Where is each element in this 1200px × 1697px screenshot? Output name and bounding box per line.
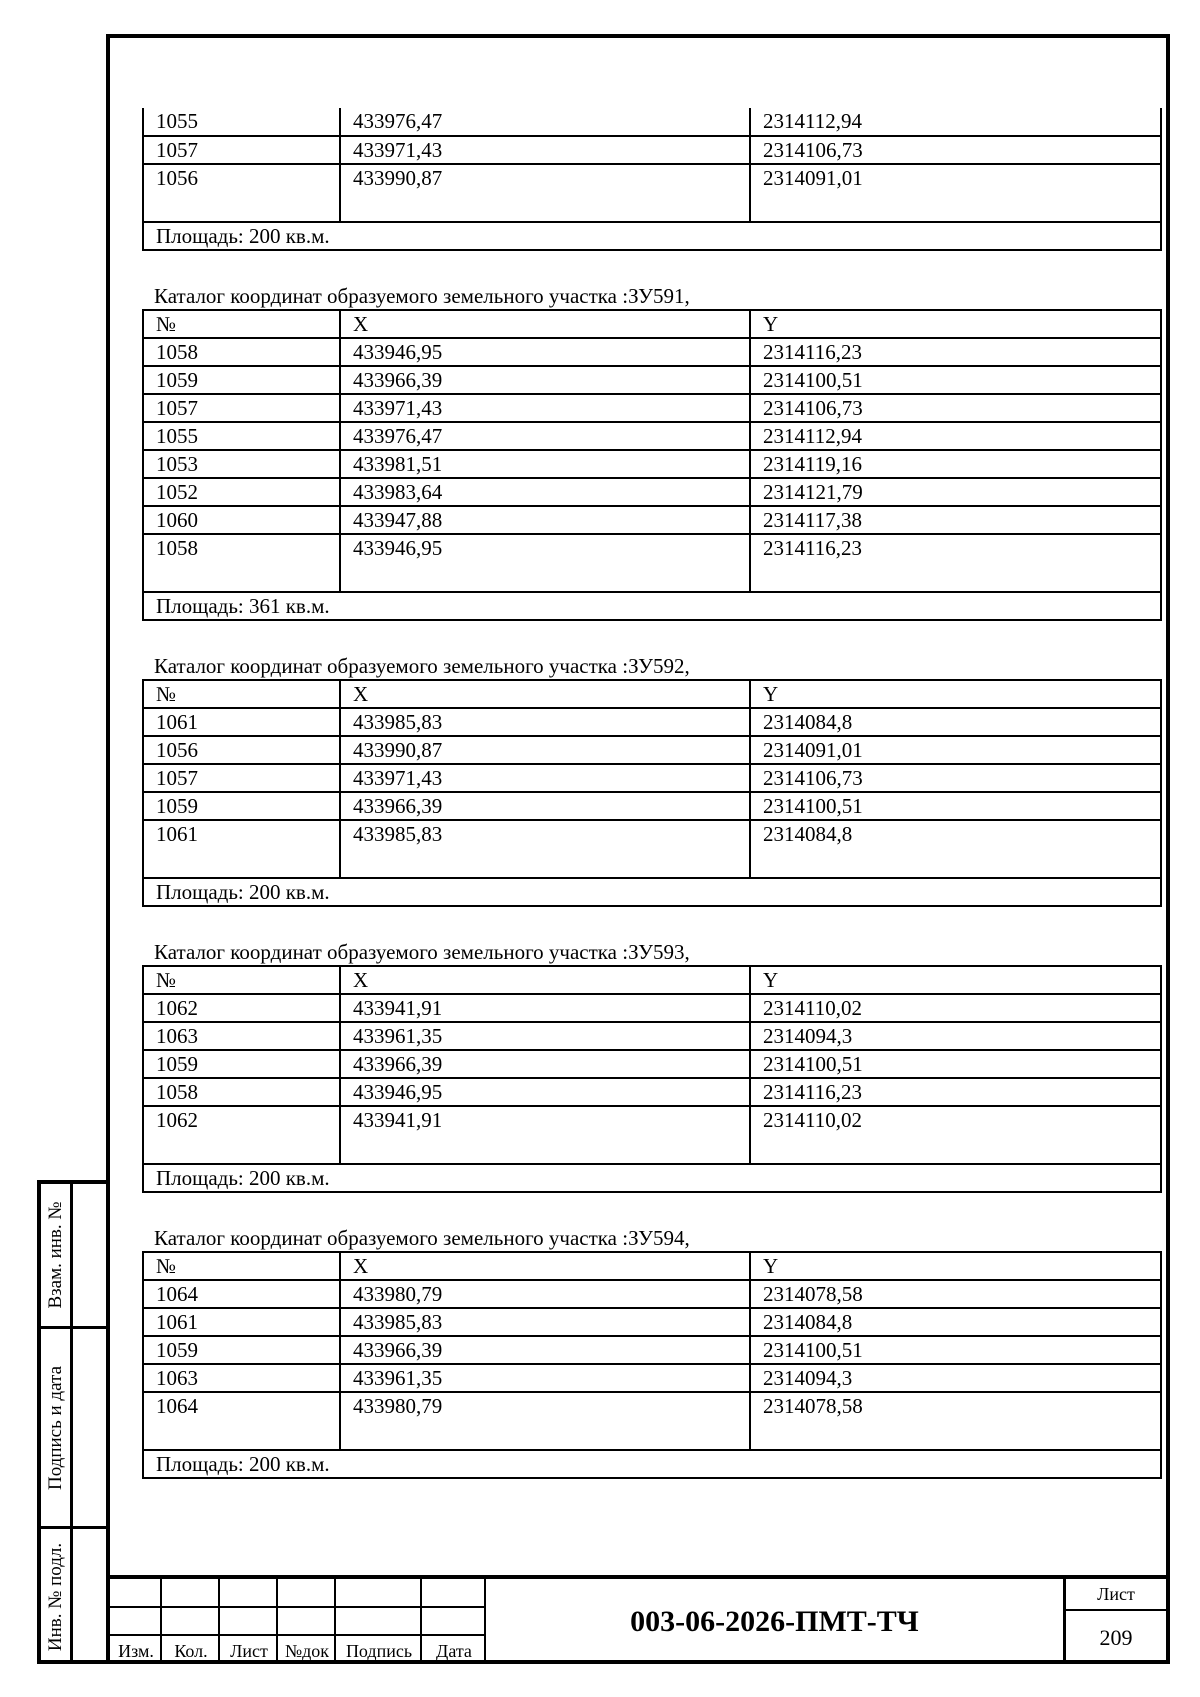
cell-num: 1057 — [143, 764, 340, 792]
page-content — [142, 108, 1162, 1479]
cell-x: 433971,43 — [340, 136, 750, 164]
cell-x: 433946,95 — [340, 1078, 750, 1106]
cell-x: 433985,83 — [340, 1308, 750, 1336]
area-row — [143, 1450, 1161, 1478]
cell-num: 1059 — [143, 366, 340, 394]
cell-y: 2314110,02 — [750, 994, 1161, 1022]
table-row — [143, 1280, 1161, 1308]
cell-y: 2314106,73 — [750, 764, 1161, 792]
cell-num: 1060 — [143, 506, 340, 534]
table-row — [143, 338, 1161, 366]
sheet-label: Лист — [1066, 1579, 1166, 1611]
cell-x: 433961,35 — [340, 1364, 750, 1392]
cell-num: 1058 — [143, 534, 340, 592]
side-cell-blank — [73, 1329, 109, 1529]
cell-y: 2314100,51 — [750, 366, 1161, 394]
cell-x: 433985,83 — [340, 820, 750, 878]
catalog-list — [142, 283, 1162, 1479]
table-row — [143, 534, 1161, 592]
cell-x: 433971,43 — [340, 764, 750, 792]
table-row — [143, 478, 1161, 506]
table-row — [143, 764, 1161, 792]
table-header-row — [143, 966, 1161, 994]
cell-num: 1055 — [143, 108, 340, 136]
header-y: Y — [750, 310, 1161, 338]
table-row — [143, 136, 1161, 164]
header-y: Y — [750, 680, 1161, 708]
cell-y: 2314078,58 — [750, 1280, 1161, 1308]
table-row — [143, 994, 1161, 1022]
cell-x: 433971,43 — [340, 394, 750, 422]
side-cell-inv — [41, 1529, 73, 1664]
coordinates-table — [142, 309, 1162, 621]
cell-num: 1055 — [143, 422, 340, 450]
table-row — [143, 366, 1161, 394]
side-cell-blank — [73, 1184, 109, 1329]
cell-num: 1059 — [143, 1336, 340, 1364]
stamp-header-data: Дата — [436, 1641, 472, 1661]
cell-y: 2314100,51 — [750, 792, 1161, 820]
cell-x: 433946,95 — [340, 338, 750, 366]
area-text: Площадь: 200 кв.м. — [143, 222, 1161, 250]
cell-num: 1058 — [143, 1078, 340, 1106]
cell-y: 2314094,3 — [750, 1364, 1161, 1392]
table-row — [143, 108, 1161, 136]
table-row — [143, 1392, 1161, 1450]
header-num: № — [143, 310, 340, 338]
cell-x: 433941,91 — [340, 994, 750, 1022]
table-row — [143, 394, 1161, 422]
cell-y: 2314084,8 — [750, 1308, 1161, 1336]
cell-num: 1052 — [143, 478, 340, 506]
table-header-row — [143, 1252, 1161, 1280]
area-text: Площадь: 200 кв.м. — [143, 1450, 1161, 1478]
table-header-row — [143, 680, 1161, 708]
cell-num: 1056 — [143, 736, 340, 764]
catalog-caption: Каталог координат образуемого земельного участка :ЗУ591, — [154, 284, 690, 308]
cell-x: 433966,39 — [340, 1050, 750, 1078]
cell-y: 2314084,8 — [750, 820, 1161, 878]
stamp-row-line — [110, 1606, 486, 1608]
cell-x: 433990,87 — [340, 164, 750, 222]
table-row — [143, 1106, 1161, 1164]
stamp-header-izm: Изм. — [118, 1641, 154, 1661]
cell-num: 1059 — [143, 1050, 340, 1078]
header-x: X — [340, 310, 750, 338]
cell-num: 1063 — [143, 1364, 340, 1392]
cell-num: 1057 — [143, 394, 340, 422]
table-row — [143, 450, 1161, 478]
cell-num: 1061 — [143, 820, 340, 878]
cell-x: 433961,35 — [340, 1022, 750, 1050]
side-label-inv: Инв. № подл. — [44, 1542, 66, 1651]
cell-x: 433966,39 — [340, 366, 750, 394]
header-x: X — [340, 1252, 750, 1280]
cell-y: 2314119,16 — [750, 450, 1161, 478]
table-row — [143, 792, 1161, 820]
cell-num: 1056 — [143, 164, 340, 222]
area-text: Площадь: 200 кв.м. — [143, 1164, 1161, 1192]
cell-y: 2314091,01 — [750, 164, 1161, 222]
cell-y: 2314121,79 — [750, 478, 1161, 506]
cell-num: 1059 — [143, 792, 340, 820]
cell-num: 1062 — [143, 994, 340, 1022]
coordinates-table — [142, 679, 1162, 907]
side-label-podpis: Подпись и дата — [44, 1365, 66, 1490]
side-cell-vzam — [41, 1184, 73, 1329]
cell-y: 2314084,8 — [750, 708, 1161, 736]
header-y: Y — [750, 966, 1161, 994]
cell-y: 2314078,58 — [750, 1392, 1161, 1450]
table-row — [143, 164, 1161, 222]
cell-x: 433966,39 — [340, 1336, 750, 1364]
table-row — [143, 1050, 1161, 1078]
header-num: № — [143, 966, 340, 994]
cell-y: 2314117,38 — [750, 506, 1161, 534]
cell-num: 1057 — [143, 136, 340, 164]
table-row — [143, 506, 1161, 534]
cell-x: 433976,47 — [340, 108, 750, 136]
cell-num: 1063 — [143, 1022, 340, 1050]
cell-x: 433985,83 — [340, 708, 750, 736]
continued-table — [142, 108, 1162, 251]
coordinates-table — [142, 965, 1162, 1193]
cell-y: 2314116,23 — [750, 338, 1161, 366]
cell-x: 433966,39 — [340, 792, 750, 820]
title-block — [110, 1575, 1166, 1664]
cell-x: 433983,64 — [340, 478, 750, 506]
cell-y: 2314110,02 — [750, 1106, 1161, 1164]
cell-x: 433990,87 — [340, 736, 750, 764]
stamp-header-podpis: Подпись — [345, 1641, 413, 1661]
cell-y: 2314106,73 — [750, 136, 1161, 164]
cell-num: 1061 — [143, 708, 340, 736]
cell-x: 433980,79 — [340, 1392, 750, 1450]
catalog-caption: Каталог координат образуемого земельного участка :ЗУ594, — [154, 1226, 690, 1250]
cell-x: 433947,88 — [340, 506, 750, 534]
table-row — [143, 1022, 1161, 1050]
header-num: № — [143, 1252, 340, 1280]
area-text: Площадь: 200 кв.м. — [143, 878, 1161, 906]
area-row — [143, 592, 1161, 620]
table-row — [143, 708, 1161, 736]
cell-y: 2314091,01 — [750, 736, 1161, 764]
coordinates-table — [142, 1251, 1162, 1479]
table-row — [143, 820, 1161, 878]
side-stamp — [37, 1180, 109, 1664]
cell-num: 1053 — [143, 450, 340, 478]
cell-x: 433976,47 — [340, 422, 750, 450]
cell-num: 1064 — [143, 1392, 340, 1450]
catalog-caption: Каталог координат образуемого земельного участка :ЗУ592, — [154, 654, 690, 678]
cell-y: 2314112,94 — [750, 108, 1161, 136]
cell-num: 1064 — [143, 1280, 340, 1308]
area-row — [143, 222, 1161, 250]
area-text: Площадь: 361 кв.м. — [143, 592, 1161, 620]
table-row — [143, 1336, 1161, 1364]
cell-x: 433941,91 — [340, 1106, 750, 1164]
stamp-header-kol: Кол. — [174, 1641, 208, 1661]
header-x: X — [340, 966, 750, 994]
header-x: X — [340, 680, 750, 708]
cell-x: 433981,51 — [340, 450, 750, 478]
stamp-header-list: Лист — [230, 1641, 268, 1661]
side-label-vzam: Взам. инв. № — [44, 1201, 66, 1309]
table-row — [143, 736, 1161, 764]
cell-num: 1058 — [143, 338, 340, 366]
header-y: Y — [750, 1252, 1161, 1280]
header-num: № — [143, 680, 340, 708]
table-row — [143, 1078, 1161, 1106]
cell-y: 2314112,94 — [750, 422, 1161, 450]
cell-num: 1062 — [143, 1106, 340, 1164]
catalog-caption: Каталог координат образуемого земельного участка :ЗУ593, — [154, 940, 690, 964]
cell-y: 2314116,23 — [750, 1078, 1161, 1106]
cell-y: 2314116,23 — [750, 534, 1161, 592]
sheet-number: 209 — [1099, 1625, 1133, 1650]
cell-y: 2314100,51 — [750, 1336, 1161, 1364]
area-row — [143, 878, 1161, 906]
table-row — [143, 1364, 1161, 1392]
stamp-row-line — [110, 1634, 486, 1636]
stamp-header-ndok: №док — [284, 1641, 330, 1661]
cell-y: 2314106,73 — [750, 394, 1161, 422]
cell-num: 1061 — [143, 1308, 340, 1336]
cell-x: 433980,79 — [340, 1280, 750, 1308]
document-code: 003-06-2026-ПМТ-ТЧ — [486, 1579, 1066, 1664]
table-header-row — [143, 310, 1161, 338]
cell-y: 2314100,51 — [750, 1050, 1161, 1078]
cell-y: 2314094,3 — [750, 1022, 1161, 1050]
cell-x: 433946,95 — [340, 534, 750, 592]
table-row — [143, 422, 1161, 450]
area-row — [143, 1164, 1161, 1192]
side-cell-podpis — [41, 1329, 73, 1529]
table-row — [143, 1308, 1161, 1336]
